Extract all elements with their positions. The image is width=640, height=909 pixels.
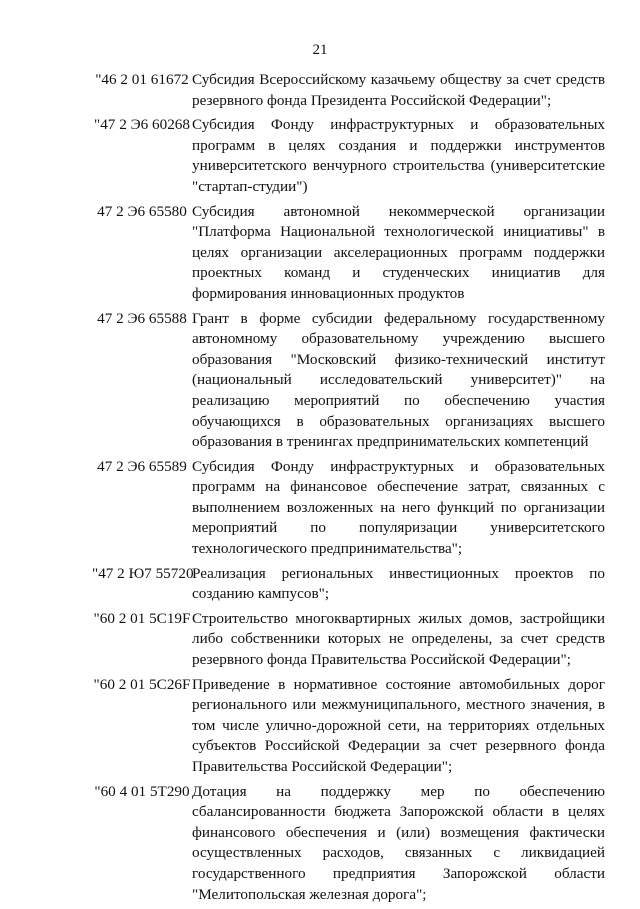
budget-code: [70, 202, 192, 223]
budget-code-description: Реализация региональных инвестиционных проектов по созданию кампусов";: [192, 564, 605, 603]
budget-code-text: 47 2 Э6 65588: [97, 309, 187, 327]
list-item: [70, 202, 605, 305]
budget-code-description: Грант в форме субсидии федеральному государственному автономному образовательному учреждению высшего образования "Московский физико-технический институт (национальный исследовательский университет)" на реализацию мероприятий по обеспечению участия обучающихся в образовательных организациях высшего образования в тренингах предпринимательских компетенций: [192, 309, 605, 451]
budget-code-description: Субсидия Всероссийскому казачьему обществу за счет средств резервного фонда Президента Российской Федерации";: [192, 71, 605, 109]
budget-code-description: Дотация на поддержку мер по обеспечению сбалансированности бюджета Запорожской области в целях финансового обеспечения и (или) возмещения фактически осуществленных расходов, связанных с ликвидацией государственного предприятия Запорожской области "Мелитопольская железная дорога";: [192, 782, 605, 903]
budget-code-text: "46 2 01 61672: [95, 71, 189, 88]
budget-code-description: Строительство многоквартирных жилых домов, застройщики либо собственники которых не определены, за счет средств резервного фонда Правительства Российской Федерации";: [192, 609, 605, 669]
budget-code-text: 47 2 Э6 65580: [97, 202, 187, 220]
budget-code-text: "47 2 Ю7 55720: [92, 564, 194, 582]
budget-code-text: "60 2 01 5С26F: [93, 675, 191, 693]
list-item: [70, 70, 605, 111]
budget-code-description: Субсидия автономной некоммерческой организации "Платформа Национальной технологической инициативы" в целях организации акселерационных программ поддержки проектных команд и студенческих инициатив для формирования инновационных продуктов: [192, 202, 605, 302]
list-item: [70, 675, 605, 778]
list-item: [70, 115, 605, 197]
budget-code: [70, 70, 192, 91]
budget-code: [70, 782, 192, 803]
list-item: [70, 564, 605, 605]
budget-code: [70, 309, 192, 330]
budget-code: [70, 564, 192, 585]
budget-code: [70, 675, 192, 696]
budget-code: [70, 457, 192, 478]
budget-code-description: Субсидия Фонду инфраструктурных и образовательных программ в целях создания и поддержки инструментов университетского венчурного строительства (университетские "стартап-студии"): [192, 116, 605, 195]
list-item: [70, 309, 605, 453]
page-number: 21: [312, 42, 328, 58]
budget-code: [70, 115, 192, 136]
list-item: [70, 782, 605, 906]
budget-code-text: 47 2 Э6 65589: [97, 457, 187, 475]
budget-code-description: Приведение в нормативное состояние автомобильных дорог регионального или межмуниципального, местного значения, в том числе улично-дорожной сети, на территориях отдельных субъектов Российской Федерации за счет резервного фонда Правительства Российской Федерации";: [192, 675, 605, 775]
budget-code: [70, 609, 192, 630]
list-item: [70, 457, 605, 560]
budget-code-description: Субсидия Фонду инфраструктурных и образовательных программ на финансовое обеспечение затрат, связанных с выполнением возложенных на него функций по организации мероприятий по популяризации университетского технологического предпринимательства";: [192, 457, 605, 558]
budget-code-text: "60 4 01 5Т290: [94, 782, 190, 800]
budget-code-list: [70, 70, 605, 909]
budget-code-text: "47 2 Э6 60268: [94, 116, 190, 134]
list-item: [70, 609, 605, 671]
budget-code-text: "60 2 01 5С19F: [93, 609, 191, 627]
